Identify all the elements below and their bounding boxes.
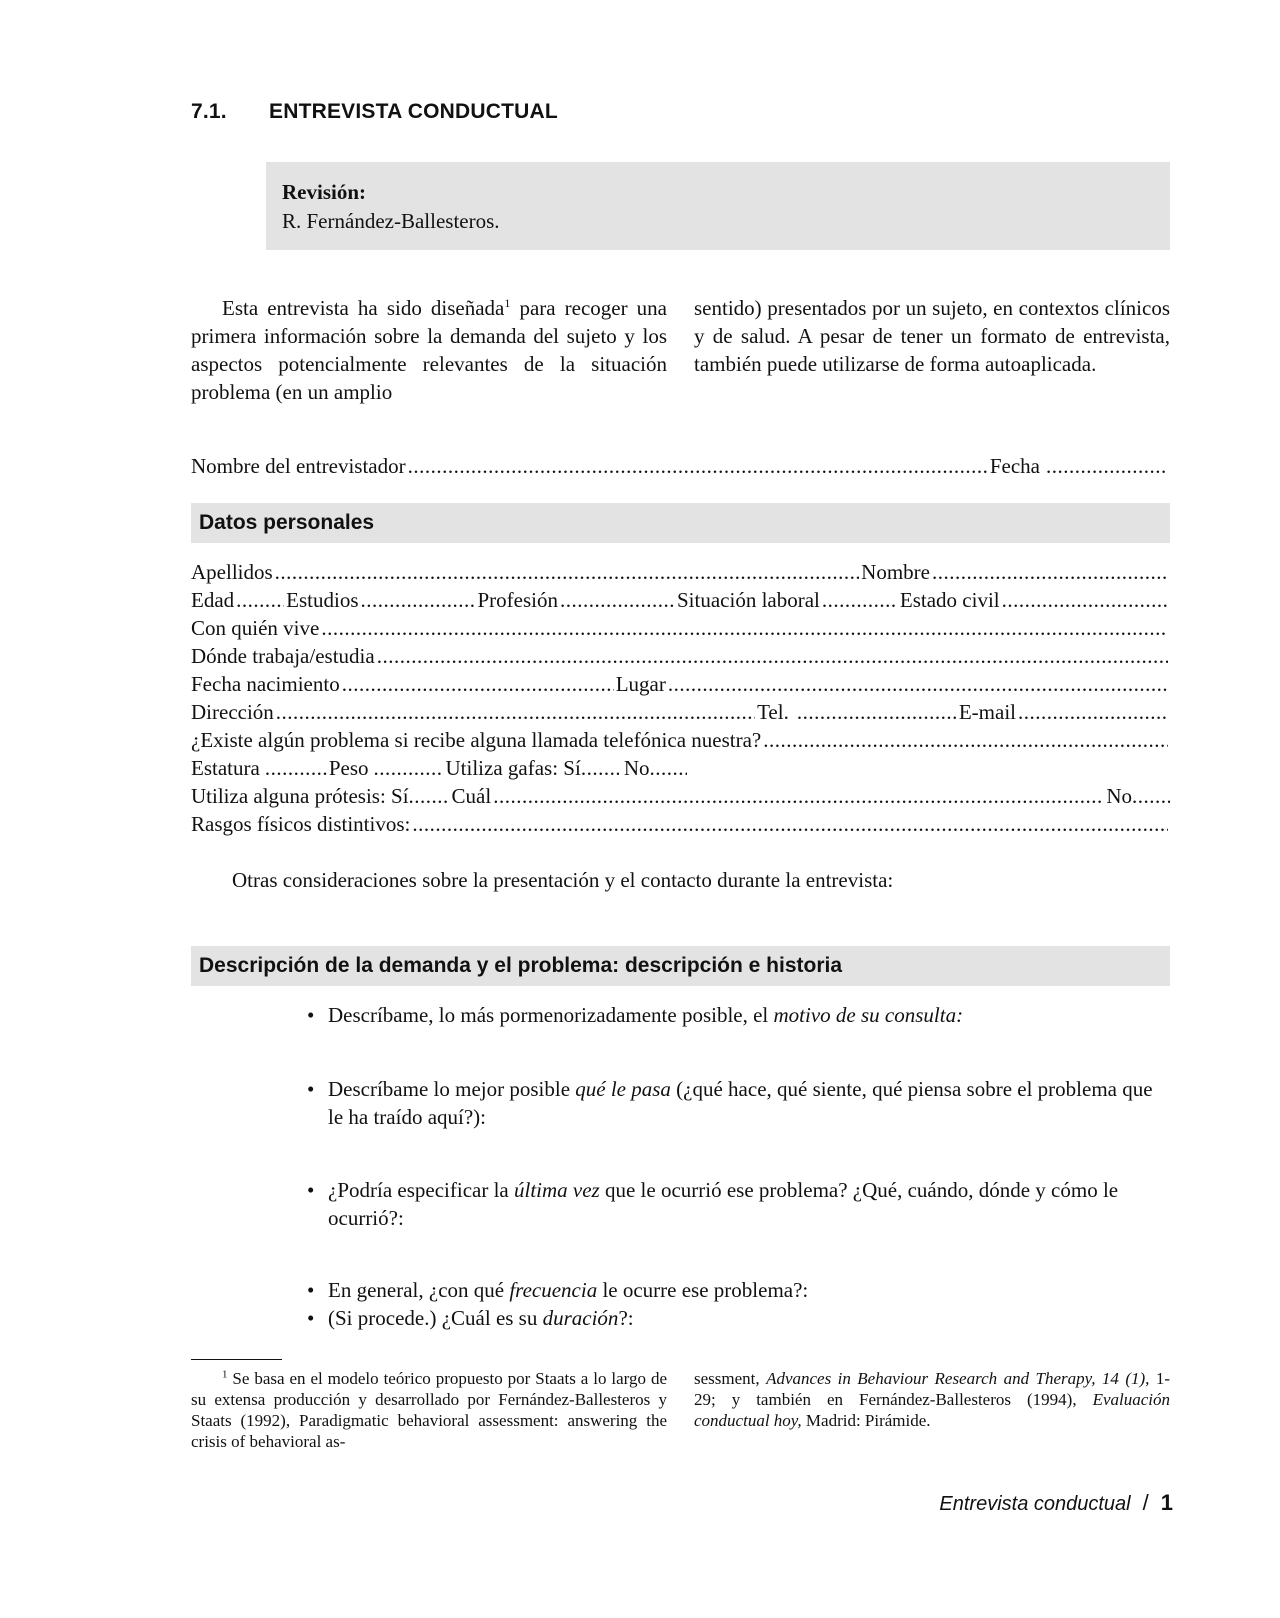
employment-field[interactable] — [822, 586, 898, 614]
prosthesis-no-label: No — [1106, 784, 1132, 808]
bullet-icon: • — [307, 1077, 315, 1101]
form-row — [191, 670, 1170, 698]
age-label: Edad — [191, 588, 235, 612]
question-text: (Si procede.) ¿Cuál es su — [328, 1306, 543, 1330]
question-emphasis: última vez — [514, 1178, 600, 1202]
prosthesis-which-label: Cuál — [451, 784, 492, 808]
bullet-icon: • — [307, 1278, 315, 1302]
form-row — [191, 726, 1170, 754]
form-row — [191, 558, 1170, 586]
interview-date-field[interactable] — [1046, 452, 1168, 480]
question-text: En general, ¿con qué — [328, 1278, 510, 1302]
form-row — [191, 614, 1170, 642]
footnote — [191, 1368, 1170, 1452]
profession-field[interactable] — [560, 586, 675, 614]
question-text: ?: — [618, 1306, 634, 1330]
age-field[interactable] — [236, 586, 284, 614]
marital-label: Estado civil — [899, 588, 1000, 612]
physical-traits-label: Rasgos físicos distintivos: — [191, 812, 411, 836]
birth-date-field[interactable] — [342, 670, 614, 698]
list-item — [307, 1304, 1170, 1332]
physical-traits-field[interactable] — [412, 810, 1168, 838]
workplace-label: Dónde trabaja/estudia — [191, 644, 375, 668]
revision-author: R. Fernández-Ballesteros. — [282, 209, 500, 233]
address-label: Dirección — [191, 700, 274, 724]
glasses-no-field[interactable] — [649, 754, 687, 782]
bullet-icon: • — [307, 1003, 315, 1027]
surname-field[interactable] — [275, 558, 860, 586]
lives-with-field[interactable] — [321, 614, 1168, 642]
birth-date-label: Fecha nacimiento — [191, 672, 340, 696]
birthplace-label: Lugar — [615, 672, 666, 696]
intro-column-2: sentido) presentados por un sujeto, en contextos clínicos y de salud. A pesar de tener un formato de entrevista, también puede utilizarse de forma autoaplicada. — [694, 296, 1170, 376]
phone-field[interactable] — [797, 698, 957, 726]
question-text: ¿Podría especificar la — [328, 1178, 514, 1202]
interviewer-name-label: Nombre del entrevistador — [191, 454, 406, 478]
demand-heading: Descripción de la demanda y el problema: descripción e historia — [191, 946, 1170, 986]
section-title: ENTREVISTA CONDUCTUAL — [269, 100, 558, 123]
bullet-icon: • — [307, 1306, 315, 1330]
interviewer-line — [191, 452, 1170, 480]
employment-label: Situación laboral — [677, 588, 820, 612]
running-title: Entrevista conductual — [939, 1493, 1131, 1515]
footer-separator: / — [1142, 1490, 1149, 1515]
glasses-yes-field[interactable] — [581, 754, 619, 782]
glasses-label: Utiliza gafas: Sí — [445, 756, 581, 780]
prosthesis-yes-field[interactable] — [409, 782, 447, 810]
prosthesis-which-field[interactable] — [493, 782, 1104, 810]
personal-data-heading: Datos personales — [191, 503, 1170, 543]
footnote-text-a: Se basa en el modelo teórico propuesto por Staats a lo largo de su extensa producción y desarrollado por Fernández-Ballesteros y Staats (1992), Paradigmatic behavioral assessment: answering the crisis of behavioral as- — [191, 1369, 667, 1451]
glasses-no-label: No — [623, 756, 650, 780]
lives-with-label: Con quién vive — [191, 616, 320, 640]
name-label: Nombre — [861, 560, 930, 584]
intro-text-b: para recoger una primera información sobre la demanda del sujeto y los aspectos potencialmente relevantes de la situación problema (en un amplio — [191, 296, 667, 404]
form-row — [191, 586, 1170, 614]
height-field[interactable] — [265, 754, 327, 782]
workplace-field[interactable] — [377, 642, 1168, 670]
intro-column-1 — [191, 294, 667, 406]
intro-text — [191, 294, 1170, 406]
list-item — [307, 1075, 1170, 1131]
question-emphasis: motivo de su consulta: — [773, 1003, 964, 1027]
weight-field[interactable] — [374, 754, 444, 782]
bullet-icon: • — [307, 1178, 315, 1202]
footnote-column-1 — [191, 1368, 667, 1452]
list-item — [307, 1001, 1170, 1029]
intro-text-a: Esta entrevista ha sido diseñada — [222, 296, 505, 320]
profession-label: Profesión — [477, 588, 558, 612]
question-text: que le ocurrió ese problema? ¿Qué, cuándo, dónde y cómo le ocurrió?: — [328, 1178, 1119, 1230]
studies-label: Estudios — [286, 588, 359, 612]
section-heading — [191, 100, 558, 124]
revision-box — [266, 162, 1170, 250]
question-emphasis: frecuencia — [509, 1278, 598, 1302]
name-field[interactable] — [932, 558, 1168, 586]
question-text: Descríbame, lo más pormenorizadamente posible, el — [328, 1003, 774, 1027]
question-emphasis: duración — [542, 1306, 619, 1330]
interview-date-label: Fecha — [989, 454, 1040, 478]
list-item — [307, 1176, 1170, 1232]
email-field[interactable] — [1018, 698, 1168, 726]
surname-label: Apellidos — [191, 560, 273, 584]
form-row — [191, 810, 1170, 838]
footnote-text-d: Madrid: Pirámide. — [801, 1411, 931, 1430]
studies-field[interactable] — [361, 586, 476, 614]
footnote-divider — [191, 1359, 282, 1360]
phone-call-question: ¿Existe algún problema si recibe alguna llamada telefónica nuestra? — [191, 728, 762, 752]
list-item — [307, 1276, 1170, 1304]
form-row — [191, 642, 1170, 670]
question-emphasis: qué le pasa — [575, 1077, 671, 1101]
marital-field[interactable] — [1002, 586, 1168, 614]
footnote-column-2 — [694, 1368, 1170, 1452]
birthplace-field[interactable] — [668, 670, 1168, 698]
form-row — [191, 782, 1170, 810]
footnote-ref[interactable]: 1 — [504, 296, 511, 310]
footnote-book: Evaluación conductual hoy, — [694, 1390, 1170, 1430]
footnote-journal: Advances in Behaviour Research and Therapy, 14 (1), — [766, 1369, 1150, 1388]
weight-label: Peso — [328, 756, 369, 780]
height-label: Estatura — [191, 756, 260, 780]
prosthesis-no-field[interactable] — [1132, 782, 1170, 810]
phone-call-answer-field[interactable] — [763, 726, 1168, 754]
other-considerations: Otras consideraciones sobre la presentación y el contacto durante la entrevista: — [232, 868, 894, 892]
page-number: 1 — [1160, 1490, 1173, 1515]
personal-data-form — [191, 558, 1170, 838]
footnote-text-c: 1-29; y también en Fernández-Ballesteros (1994), — [694, 1369, 1170, 1409]
phone-label: Tel. — [757, 700, 789, 724]
question-text: Descríbame lo mejor posible — [328, 1077, 576, 1101]
footnote-text-b: sessment, — [694, 1369, 767, 1388]
revision-label: Revisión: — [282, 180, 366, 204]
question-text: le ocurre ese problema?: — [597, 1278, 809, 1302]
page-footer — [939, 1490, 1173, 1516]
question-text: (¿qué hace, qué siente, qué piensa sobre el problema que le ha traído aquí?): — [328, 1077, 1153, 1129]
interviewer-name-field[interactable] — [408, 452, 988, 480]
form-row — [191, 754, 1170, 782]
prosthesis-label: Utiliza alguna prótesis: Sí — [191, 784, 409, 808]
address-field[interactable] — [276, 698, 755, 726]
email-label: E-mail — [958, 700, 1016, 724]
form-row — [191, 698, 1170, 726]
footnote-number: 1 — [222, 1368, 228, 1381]
section-number: 7.1. — [191, 100, 227, 123]
